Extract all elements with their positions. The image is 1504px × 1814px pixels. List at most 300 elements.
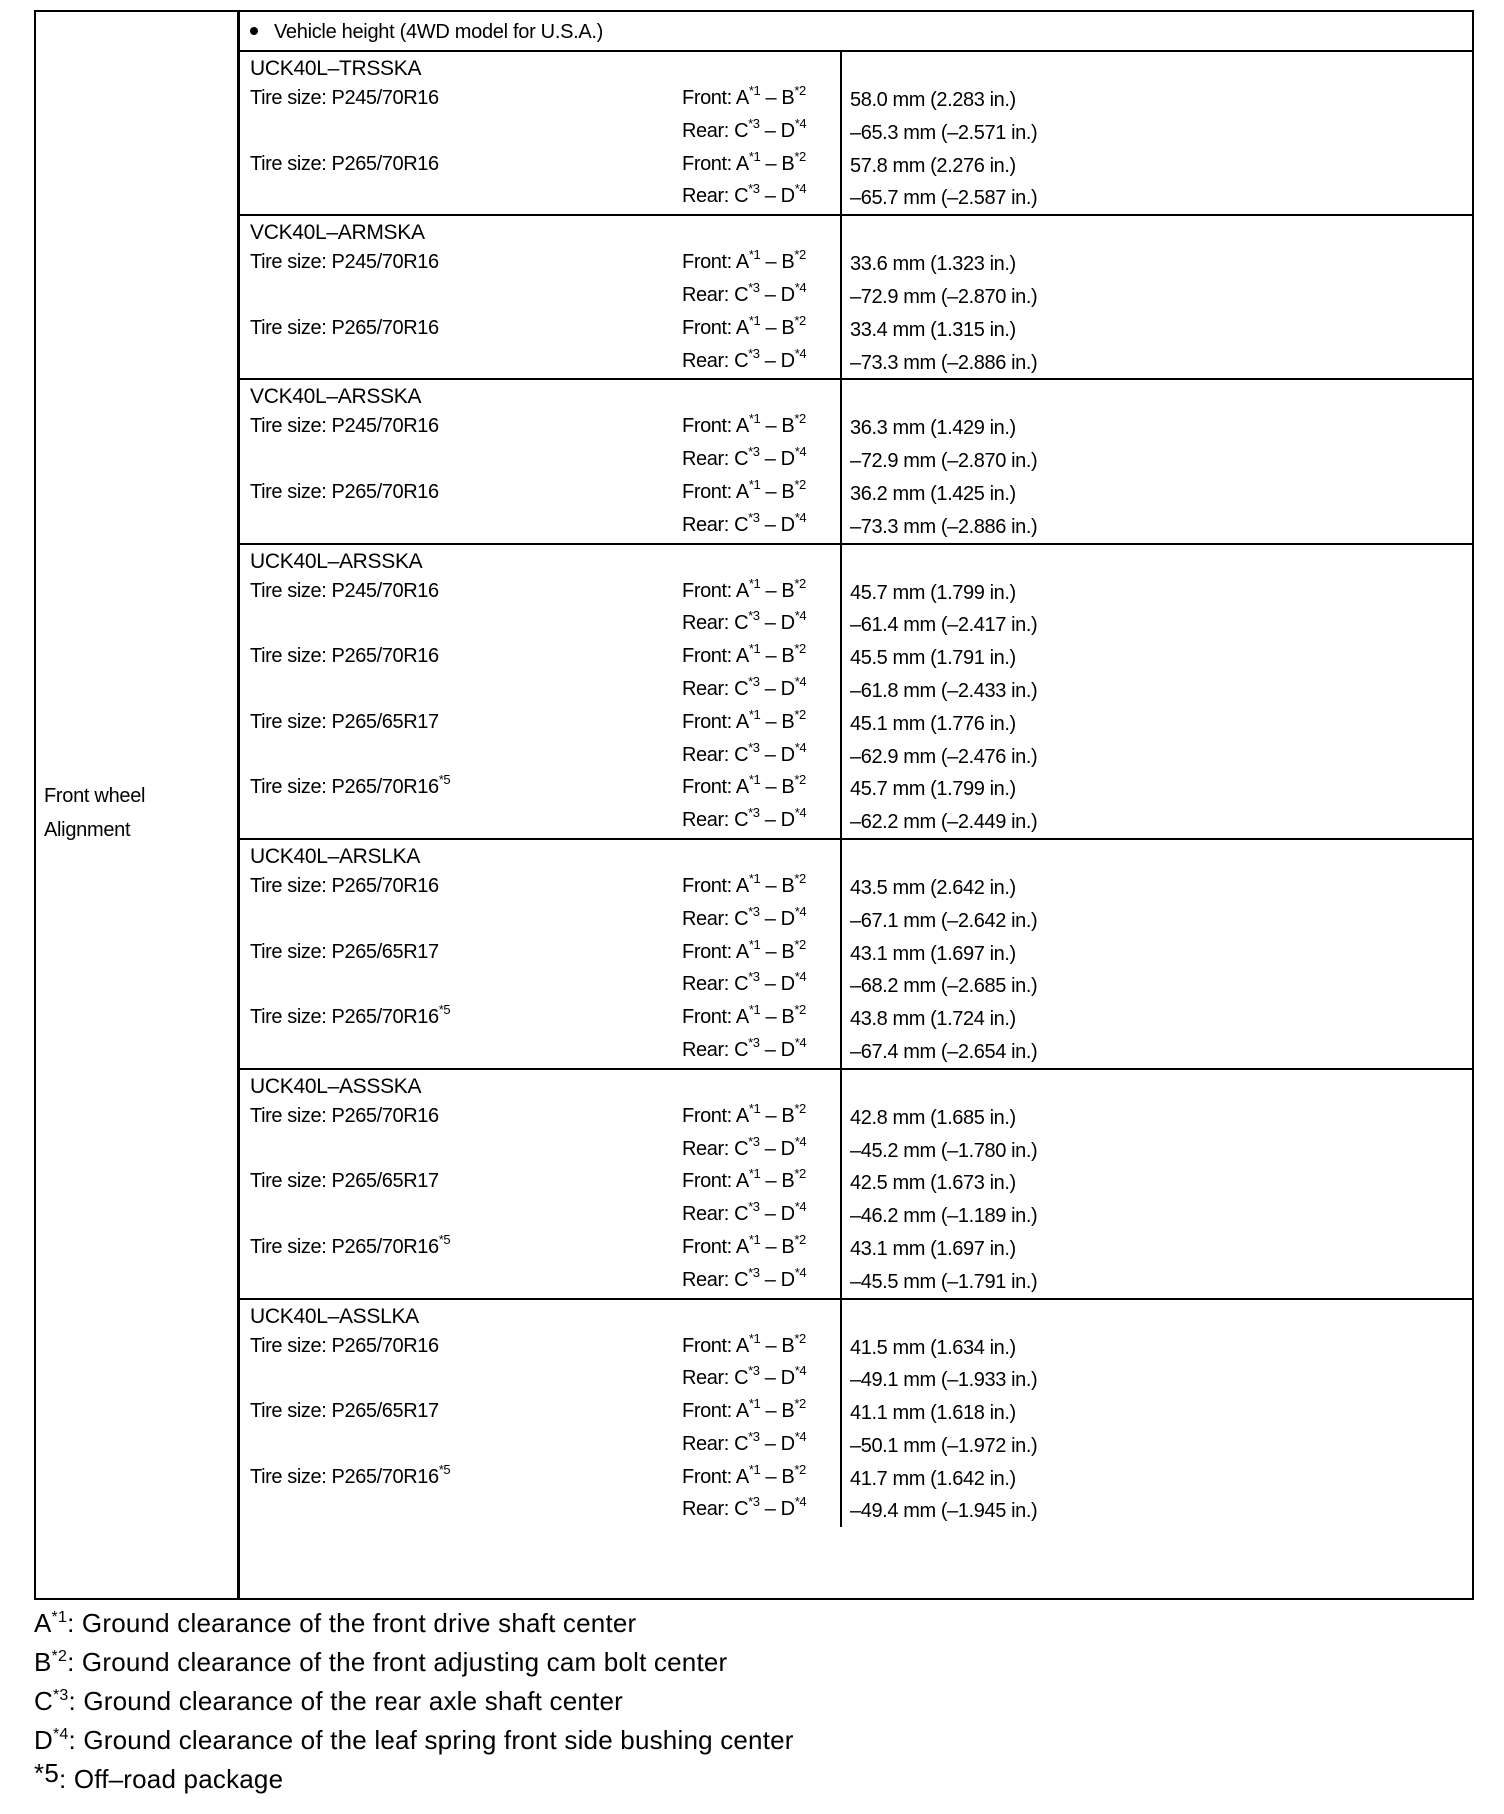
label-text: – B	[760, 1170, 795, 1193]
model-code: UCK40L–TRSSKA	[250, 57, 422, 80]
footnote-mark: *1	[748, 1002, 761, 1018]
footnote-mark: *1	[51, 1609, 68, 1626]
front-position-label	[682, 1100, 806, 1128]
footnote-mark: *1	[748, 1461, 761, 1477]
front-position-label	[682, 1330, 806, 1358]
label-text: Front: A	[682, 152, 749, 175]
tire-size	[250, 87, 439, 110]
rear-position-label	[682, 509, 807, 537]
label-text: – D	[759, 283, 795, 306]
model-code: UCK40L–ASSLKA	[250, 1304, 419, 1328]
label-text: Front: A	[682, 645, 749, 668]
label-text: Front: A	[682, 776, 749, 799]
tire-size-text: Tire size: P265/70R16	[250, 874, 439, 897]
front-value: 42.8 mm (1.685 in.)	[850, 1106, 1016, 1129]
label-text: Front: A	[682, 710, 749, 733]
table-row	[240, 904, 1472, 937]
table-row	[240, 1101, 1472, 1134]
tire-size	[250, 317, 439, 340]
front-position-label	[682, 1002, 806, 1029]
label-text: Rear: C	[682, 349, 749, 372]
footnote-mark: *5	[34, 1758, 59, 1788]
footnote-mark: *4	[794, 1034, 807, 1050]
tire-size-text: Tire size: P265/70R16	[250, 1104, 439, 1127]
footnote-mark: *1	[748, 870, 761, 886]
label-text: Front: A	[682, 415, 749, 438]
footnote-mark: *3	[748, 115, 760, 131]
footnote-text: : Ground clearance of the front drive shaft center	[67, 1608, 637, 1638]
table-row	[240, 1232, 1472, 1265]
label-text: Front: A	[682, 1334, 749, 1357]
label-text: Front: A	[682, 940, 749, 963]
label-text: – B	[760, 776, 795, 799]
table-row	[240, 1199, 1472, 1232]
footnote-mark: *4	[794, 1494, 807, 1510]
rear-position-label	[682, 969, 807, 996]
tire-size-text: Tire size: P265/70R16	[250, 776, 439, 799]
label-text: – D	[759, 1367, 795, 1390]
label-text: – D	[759, 349, 795, 372]
tire-size-text: Tire size: P265/70R16	[250, 1235, 439, 1258]
table-row	[240, 576, 1472, 609]
rear-position-label	[682, 181, 807, 208]
label-text: Rear: C	[682, 612, 749, 635]
footnote-text: : Ground clearance of the rear axle shaft center	[68, 1686, 623, 1716]
tire-size	[250, 580, 439, 603]
rear-position-label	[682, 1034, 807, 1062]
tire-size	[250, 772, 451, 799]
label-text: – B	[760, 579, 795, 602]
label-text: – B	[760, 1104, 795, 1127]
table-row	[240, 1035, 1472, 1068]
label-text: – D	[759, 1432, 795, 1455]
tire-footnote-mark: *5	[438, 1461, 451, 1477]
front-value: 36.3 mm (1.429 in.)	[850, 417, 1016, 440]
footnote-mark: *2	[794, 312, 806, 328]
model-code: UCK40L–ARSLKA	[250, 844, 421, 868]
table-row	[240, 969, 1472, 1002]
label-text: Front: A	[682, 87, 749, 109]
row-label-column	[36, 12, 240, 1598]
footnote-mark: *2	[794, 247, 806, 263]
label-text: – B	[760, 1006, 795, 1029]
rear-position-label	[682, 608, 807, 635]
footnote-mark: *3	[748, 805, 760, 821]
rear-position-label	[682, 739, 807, 767]
front-value: 41.5 mm (1.634 in.)	[850, 1336, 1016, 1359]
footnote-mark: *4	[794, 1199, 807, 1215]
label-text: – B	[760, 710, 795, 733]
front-position-label	[682, 706, 806, 734]
bullet-icon	[250, 27, 258, 35]
front-value: 36.2 mm (1.425 in.)	[850, 482, 1016, 505]
table-row	[240, 280, 1472, 313]
rear-value: –73.3 mm (–2.886 in.)	[850, 515, 1038, 538]
footnote-mark: *4	[794, 279, 807, 295]
tire-size	[250, 1461, 451, 1489]
front-position-label	[682, 247, 806, 274]
rear-position-label	[682, 345, 807, 373]
front-value: 43.8 mm (1.724 in.)	[850, 1008, 1016, 1031]
front-value: 58.0 mm (2.283 in.)	[850, 89, 1016, 111]
footnote-mark: *4	[794, 345, 807, 361]
label-text: – B	[760, 87, 795, 109]
model-code: UCK40L–ARSSKA	[250, 549, 423, 573]
label-text: Rear: C	[682, 513, 749, 536]
front-value: 45.7 mm (1.799 in.)	[850, 778, 1016, 801]
label-text: Rear: C	[682, 1038, 749, 1061]
label-text: Front: A	[682, 1104, 749, 1127]
rear-value: –72.9 mm (–2.870 in.)	[850, 285, 1038, 308]
label-text: – B	[760, 1400, 795, 1423]
table-row	[240, 346, 1472, 379]
table-row	[240, 1363, 1472, 1396]
label-text: – D	[759, 677, 795, 700]
rear-value: –50.1 mm (–1.972 in.)	[850, 1434, 1038, 1457]
tire-size	[250, 481, 439, 504]
table-row	[240, 641, 1472, 674]
spec-table	[34, 10, 1474, 1600]
table-row	[240, 772, 1472, 805]
front-value: 43.5 mm (2.642 in.)	[850, 876, 1016, 899]
footnote-mark: *1	[748, 312, 761, 328]
label-text: – B	[760, 251, 795, 274]
table-row	[240, 116, 1472, 149]
rear-value: –62.9 mm (–2.476 in.)	[850, 745, 1038, 768]
rear-value: –67.1 mm (–2.642 in.)	[850, 909, 1038, 932]
label-text: – B	[760, 645, 795, 668]
tire-footnote-mark: *5	[438, 1231, 451, 1247]
rear-value: –72.9 mm (–2.870 in.)	[850, 450, 1038, 473]
footnote-mark: *4	[794, 1363, 807, 1379]
footnote-mark: *3	[748, 279, 760, 295]
table-row	[240, 937, 1472, 970]
rear-value: –61.8 mm (–2.433 in.)	[850, 679, 1038, 702]
tire-footnote-mark: *5	[438, 772, 451, 788]
rear-position-label	[682, 1428, 807, 1456]
footnote-mark: *4	[52, 1726, 69, 1743]
tire-size-text: Tire size: P265/70R16	[250, 316, 439, 339]
label-text: Rear: C	[682, 809, 749, 832]
label-text: Front: A	[682, 480, 749, 503]
footnote-text: : Ground clearance of the front adjusting cam bolt center	[67, 1647, 728, 1677]
front-value: 45.1 mm (1.776 in.)	[850, 712, 1016, 735]
model-group	[240, 380, 1472, 544]
front-position-label	[682, 1231, 806, 1259]
table-row	[240, 1166, 1472, 1199]
front-value: 33.6 mm (1.323 in.)	[850, 253, 1016, 276]
label-text: – D	[759, 1268, 795, 1291]
rear-value: –61.4 mm (–2.417 in.)	[850, 614, 1038, 637]
tire-size	[250, 941, 439, 964]
table-row	[240, 608, 1472, 641]
label-text: Rear: C	[682, 743, 749, 766]
label-text: Rear: C	[682, 677, 749, 700]
table-row	[240, 477, 1472, 510]
label-text: Rear: C	[682, 973, 749, 996]
label-text: – B	[760, 1465, 795, 1488]
table-row	[240, 247, 1472, 280]
table-row	[240, 181, 1472, 214]
footnote-mark: *4	[794, 673, 807, 689]
label-text: Front: A	[682, 874, 749, 897]
front-position-label	[682, 1166, 806, 1193]
front-value: 45.7 mm (1.799 in.)	[850, 581, 1016, 604]
label-text: – B	[760, 1334, 795, 1357]
label-text: – D	[759, 513, 795, 536]
label-text: Rear: C	[682, 283, 749, 306]
table-row	[240, 510, 1472, 543]
footnote-mark: *3	[748, 1034, 760, 1050]
footnote-mark: *4	[794, 181, 807, 197]
footnote-line	[34, 1643, 794, 1682]
label-text: Rear: C	[682, 119, 749, 142]
tire-size-text: Tire size: P265/65R17	[250, 940, 439, 963]
footnote-mark: *2	[794, 1461, 806, 1477]
footnote-mark: *3	[748, 1428, 760, 1444]
tire-size	[250, 1170, 439, 1193]
table-row	[240, 83, 1472, 116]
front-position-label	[682, 411, 806, 438]
model-group	[240, 840, 1472, 1070]
front-position-label	[682, 148, 806, 176]
footnote-mark: *2	[794, 772, 806, 788]
tire-size-text: Tire size: P265/70R16	[250, 152, 439, 175]
footnote-mark: *2	[794, 870, 806, 886]
footnote-mark: *3	[748, 1363, 760, 1379]
label-text: Rear: C	[682, 1203, 749, 1226]
footnote-line	[34, 1721, 794, 1760]
footnote-mark: *1	[748, 83, 761, 98]
rear-position-label	[682, 903, 807, 931]
footnote-letter: A	[34, 1608, 52, 1638]
footnote-mark: *4	[794, 1428, 807, 1444]
label-text: – D	[759, 973, 795, 996]
table-row	[240, 411, 1472, 444]
footnote-mark: *1	[748, 1330, 761, 1346]
table-row	[240, 444, 1472, 477]
table-row	[240, 871, 1472, 904]
model-group	[240, 545, 1472, 840]
front-position-label	[682, 870, 806, 898]
table-row	[240, 1134, 1472, 1167]
footnote-mark: *2	[794, 575, 806, 591]
footnote-mark: *3	[748, 1264, 760, 1280]
tire-size-text: Tire size: P265/65R17	[250, 710, 439, 733]
table-row	[240, 707, 1472, 740]
tire-size-text: Tire size: P265/70R16	[250, 480, 439, 503]
label-text: Front: A	[682, 251, 749, 274]
footnote-mark: *1	[748, 148, 761, 164]
row-label	[44, 779, 145, 847]
tire-size	[250, 153, 439, 176]
footnote-mark: *2	[794, 706, 806, 722]
rear-position-label	[682, 115, 807, 143]
footnote-mark: *3	[748, 1133, 760, 1149]
footnotes	[34, 1604, 794, 1799]
rear-position-label	[682, 444, 807, 471]
footnote-mark: *3	[748, 1494, 760, 1510]
footnote-mark: *3	[748, 673, 760, 689]
model-code: VCK40L–ARSSKA	[250, 385, 422, 409]
label-text: Rear: C	[682, 448, 749, 471]
label-text: Rear: C	[682, 1498, 749, 1521]
tire-size-text: Tire size: P245/70R16	[250, 579, 439, 602]
footnote-mark: *4	[794, 115, 807, 131]
rear-position-label	[682, 805, 807, 832]
footnote-mark: *1	[748, 706, 761, 722]
table-row	[240, 805, 1472, 838]
footnote-mark: *4	[794, 1264, 807, 1280]
label-text: – D	[759, 1203, 795, 1226]
model-code: VCK40L–ARMSKA	[250, 221, 425, 245]
tire-size-text: Tire size: P265/65R17	[250, 1170, 439, 1193]
table-row	[240, 1462, 1472, 1495]
rear-position-label	[682, 673, 807, 701]
label-text: – D	[759, 1038, 795, 1061]
front-position-label	[682, 1461, 806, 1489]
tire-size-text: Tire size: P265/70R16	[250, 1465, 439, 1488]
footnote-mark: *3	[748, 1199, 760, 1215]
label-text: – D	[759, 743, 795, 766]
footnote-mark: *1	[748, 247, 761, 263]
rear-position-label	[682, 1264, 807, 1292]
label-text: Rear: C	[682, 1268, 749, 1291]
label-text: Front: A	[682, 1170, 749, 1193]
tire-size-text: Tire size: P265/65R17	[250, 1400, 439, 1423]
tire-size-text: Tire size: P245/70R16	[250, 251, 439, 274]
footnote-mark: *2	[51, 1648, 68, 1665]
table-row	[240, 1494, 1472, 1527]
front-position-label	[682, 772, 806, 799]
rear-position-label	[682, 279, 807, 307]
footnote-mark: *1	[748, 1396, 761, 1412]
tire-size-text: Tire size: P245/70R16	[250, 87, 439, 109]
label-text: Front: A	[682, 1465, 749, 1488]
front-position-label	[682, 312, 806, 340]
rear-value: –65.3 mm (–2.571 in.)	[850, 121, 1038, 144]
label-text: – D	[759, 185, 795, 208]
front-value: 45.5 mm (1.791 in.)	[850, 647, 1016, 670]
rear-value: –68.2 mm (–2.685 in.)	[850, 975, 1038, 998]
rear-position-label	[682, 1363, 807, 1390]
footnote-mark: *2	[794, 1396, 806, 1412]
footnote-mark: *1	[748, 641, 761, 657]
footnote-mark: *1	[748, 575, 761, 591]
table-row	[240, 1429, 1472, 1462]
model-groups	[240, 52, 1472, 1598]
tire-size	[250, 415, 439, 438]
tire-size	[250, 1002, 451, 1029]
footnote-mark: *2	[794, 1100, 806, 1116]
front-position-label	[682, 575, 806, 603]
front-position-label	[682, 1396, 806, 1423]
tire-size	[250, 711, 439, 734]
label-text: – D	[759, 1498, 795, 1521]
label-text: Rear: C	[682, 185, 749, 208]
label-text: – B	[760, 940, 795, 963]
footnote-mark: *3	[748, 509, 760, 525]
label-text: Rear: C	[682, 1367, 749, 1390]
table-row	[240, 1265, 1472, 1298]
tire-size	[250, 251, 439, 274]
label-text: – D	[759, 809, 795, 832]
label-text: – B	[760, 415, 795, 438]
footnote-mark: *4	[794, 444, 807, 460]
label-text: – B	[760, 480, 795, 503]
footnote-mark: *2	[794, 476, 806, 492]
table-row	[240, 313, 1472, 346]
model-group	[240, 1300, 1472, 1528]
footnote-mark: *4	[794, 805, 807, 821]
rear-position-label	[682, 1199, 807, 1226]
footnote-mark: *1	[748, 1231, 761, 1247]
footnote-mark: *4	[794, 608, 807, 624]
footnote-line	[34, 1682, 794, 1721]
label-text: – B	[760, 874, 795, 897]
footnote-mark: *3	[748, 444, 760, 460]
front-value: 43.1 mm (1.697 in.)	[850, 1237, 1016, 1260]
table-row	[240, 149, 1472, 182]
footnote-mark: *2	[794, 148, 806, 164]
footnote-mark: *3	[748, 739, 760, 755]
tire-size	[250, 875, 439, 898]
footnote-mark: *4	[794, 903, 807, 919]
model-code: UCK40L–ASSSKA	[250, 1074, 422, 1098]
footnote-mark: *2	[794, 1330, 806, 1346]
tire-size	[250, 1335, 439, 1358]
label-text: – D	[759, 448, 795, 471]
footnote-mark: *3	[748, 969, 760, 985]
footnote-mark: *2	[794, 641, 806, 657]
label-text: Front: A	[682, 316, 749, 339]
footnote-mark: *1	[748, 772, 761, 788]
tire-size-text: Tire size: P265/70R16	[250, 1334, 439, 1357]
label-text: Front: A	[682, 1235, 749, 1258]
label-text: – D	[759, 907, 795, 930]
front-value: 43.1 mm (1.697 in.)	[850, 942, 1016, 965]
tire-size	[250, 645, 439, 668]
rear-value: –62.2 mm (–2.449 in.)	[850, 811, 1038, 834]
footnote-mark: *1	[748, 1166, 761, 1182]
row-label-line: Front wheel	[44, 785, 146, 807]
tire-size-text: Tire size: P265/70R16	[250, 1006, 439, 1029]
tire-size	[250, 1231, 451, 1259]
table-row	[240, 674, 1472, 707]
footnote-mark: *4	[794, 509, 807, 525]
tire-size	[250, 1105, 439, 1128]
label-text: – D	[759, 1137, 795, 1160]
rear-value: –67.4 mm (–2.654 in.)	[850, 1040, 1038, 1063]
rear-value: –46.2 mm (–1.189 in.)	[850, 1205, 1038, 1228]
tire-footnote-mark: *5	[438, 1002, 451, 1018]
front-value: 57.8 mm (2.276 in.)	[850, 154, 1016, 177]
footnote-mark: *1	[748, 936, 761, 952]
label-text: – B	[760, 1235, 795, 1258]
tire-size-text: Tire size: P265/70R16	[250, 645, 439, 668]
table-row	[240, 740, 1472, 773]
footnote-mark: *2	[794, 936, 806, 952]
label-text: – D	[759, 119, 795, 142]
label-text: – B	[760, 152, 795, 175]
label-text: – D	[759, 612, 795, 635]
tire-size-text: Tire size: P245/70R16	[250, 415, 439, 438]
footnote-mark: *1	[748, 1100, 761, 1116]
model-group	[240, 52, 1472, 216]
front-value: 33.4 mm (1.315 in.)	[850, 318, 1016, 341]
footnote-mark: *2	[794, 83, 806, 98]
label-text: Front: A	[682, 1400, 749, 1423]
